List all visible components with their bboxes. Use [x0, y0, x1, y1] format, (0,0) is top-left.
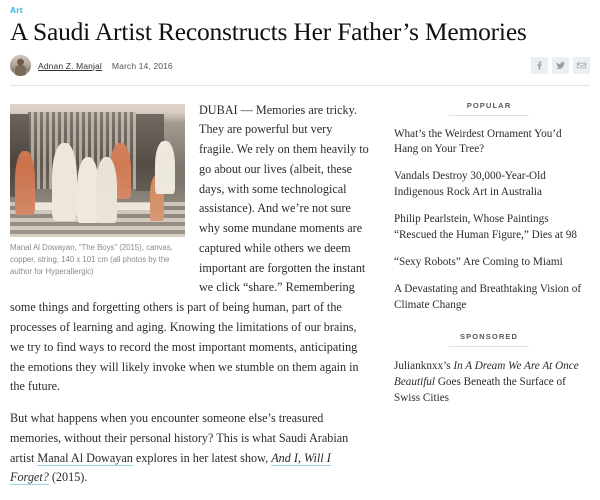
sponsored-heading: SPONSORED [459, 331, 519, 341]
envelope-icon [576, 60, 587, 71]
popular-heading: POPULAR [466, 100, 512, 110]
popular-link-4[interactable]: “Sexy Robots” Are Coming to Miami [394, 255, 563, 268]
artwork-photo [10, 104, 185, 237]
article-body [10, 101, 378, 500]
artist-link[interactable]: Manal Al Dowayan [37, 450, 133, 465]
category-tag-art[interactable]: Art [10, 5, 23, 15]
content-columns [10, 101, 590, 500]
publish-date: March 14, 2016 [111, 60, 173, 71]
paragraph-2-text-2: explores in her latest show, [132, 450, 272, 465]
popular-divider [449, 115, 529, 116]
figure-caption: Manal Al Dowayan, “The Boys” (2015), canvas, copper, string, 140 x 101 cm (all photos by the author for Hyperallergic) [10, 242, 173, 276]
facebook-icon [534, 60, 545, 71]
facebook-share-button[interactable] [531, 57, 548, 74]
share-icons [531, 57, 590, 74]
email-share-button[interactable] [573, 57, 590, 74]
exhibition-link[interactable]: And I, Will I Forget? [10, 450, 331, 485]
popular-link-3[interactable]: Philip Pearlstein, Whose Paintings “Rescued the Human Figure,” Dies at 98 [394, 213, 577, 242]
sponsored-title-italic: In A Dream We Are At Once Beautiful [394, 359, 579, 388]
sidebar [378, 101, 584, 500]
popular-link-1[interactable]: What’s the Weirdest Ornament You’d Hang on Your Tree? [394, 127, 562, 156]
twitter-share-button[interactable] [552, 57, 569, 74]
popular-block [394, 101, 584, 314]
list-item [394, 127, 584, 159]
paragraph-2-text-1: But what happens when you encounter someone else’s treasured memories, without their personal history? This is what Saudi Arabian artist [10, 411, 349, 465]
list-item [394, 358, 584, 407]
avatar [10, 55, 31, 76]
sponsored-link[interactable] [394, 358, 584, 407]
paragraph-2 [10, 409, 370, 488]
sponsored-block [394, 332, 584, 407]
sponsored-text-2: Goes Beneath the Surface of Swiss Cities [394, 375, 566, 405]
article-figure [10, 104, 185, 278]
popular-link-2[interactable]: Vandals Destroy 30,000-Year-Old Indigenous Rock Art in Australia [394, 170, 546, 199]
sponsored-text-1: Julianknxx’s [394, 359, 454, 372]
page-title: A Saudi Artist Reconstructs Her Father’s Memories [10, 17, 527, 46]
sponsored-divider [449, 346, 529, 347]
byline [10, 55, 173, 76]
header-divider [10, 85, 590, 87]
author-link[interactable]: Adnan Z. Manjal [38, 60, 102, 71]
byline-row [10, 53, 590, 79]
paragraph-1: DUBAI — Memories are tricky. They are powerful but very fragile. We rely on them heavily to go about our lives (albeit, these days, with some technological assistance). And we’re not sure why some mundane moments are captured while others we deem important are forgotten the instant we click “share.” Remembering some things and forgetting others is part of being human, part of the processes of learning and aging. Knowing the limitations of our brains, we try to find ways to record the most important moments, anticipating the emotions they will likely invoke when we stumble on them again in the future. [10, 102, 369, 394]
paragraph-2-text-3: (2015). [48, 470, 88, 485]
list-item [394, 169, 584, 201]
list-item [394, 282, 584, 314]
list-item [394, 255, 584, 271]
list-item [394, 212, 584, 244]
popular-link-5[interactable]: A Devastating and Breathtaking Vision of Climate Change [394, 282, 582, 311]
popular-list [394, 127, 584, 314]
twitter-icon [555, 60, 566, 71]
